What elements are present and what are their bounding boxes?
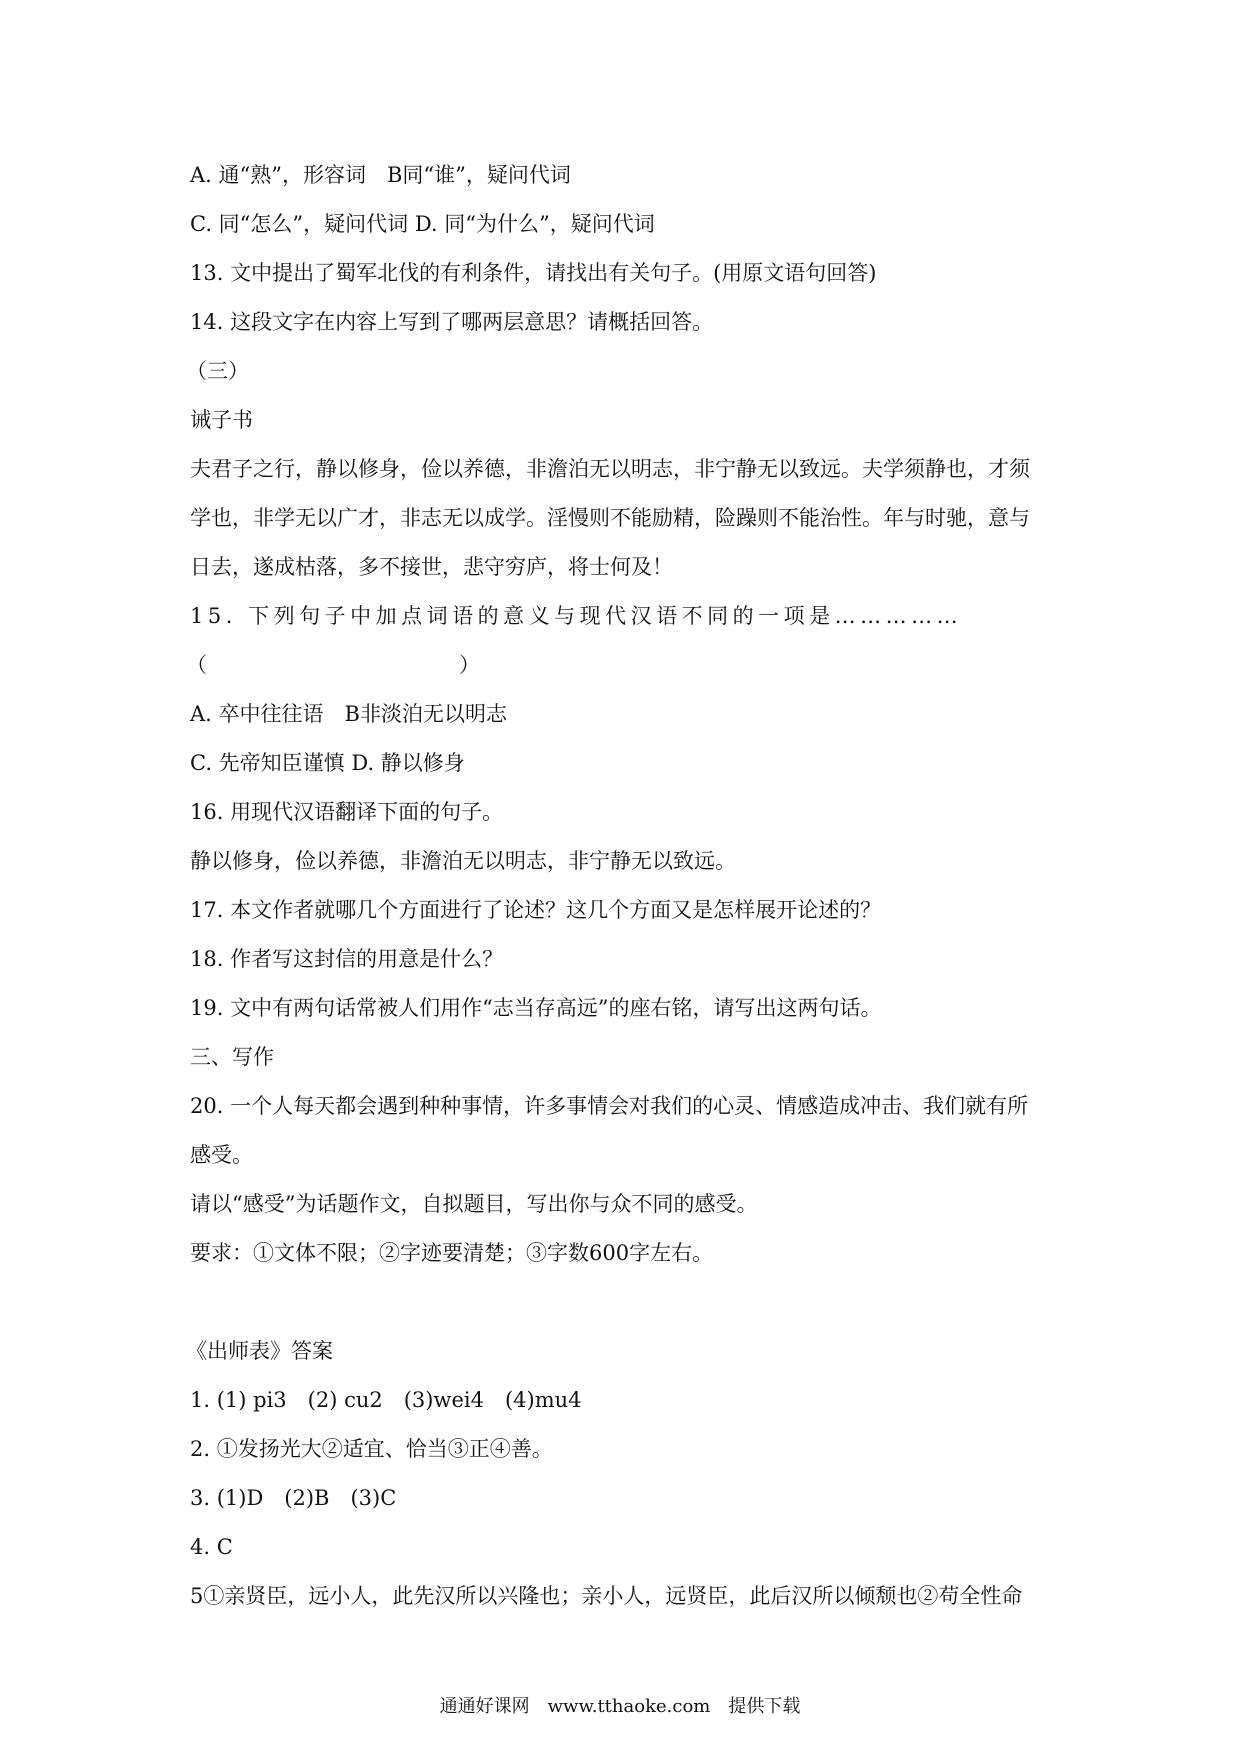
answer-1: 1. (1) pi3 (2) cu2 (3)wei4 (4)mu4: [190, 1388, 582, 1412]
question-15: 15. 下列句子中加点词语的意义与现代汉语不同的一项是……………: [190, 604, 963, 628]
text-line: A. 通“熟”，形容词 B同“谁”，疑问代词: [190, 163, 571, 187]
question-20: 20. 一个人每天都会遇到种种事情，许多事情会对我们的心灵、情感造成冲击、我们就有所: [190, 1094, 1029, 1118]
passage-title: 诫子书: [190, 408, 253, 432]
writing-requirements: 要求：①文体不限；②字迹要清楚；③字数600字左右。: [190, 1241, 714, 1265]
question-17: 17. 本文作者就哪几个方面进行了论述？这几个方面又是怎样展开论述的？: [190, 898, 882, 922]
section-heading: （三）: [186, 359, 249, 383]
option-line: A. 卒中往往语 B非淡泊无以明志: [190, 702, 507, 726]
text-line: C. 同“怎么”，疑问代词 D. 同“为什么”，疑问代词: [190, 212, 655, 236]
answer-3: 3. (1)D (2)B (3)C: [190, 1486, 397, 1510]
quote-line: 静以修身，俭以养德，非澹泊无以明志，非宁静无以致远。: [190, 849, 736, 873]
question-16: 16. 用现代汉语翻译下面的句子。: [190, 800, 504, 824]
passage-text: 夫君子之行，静以修身，俭以养德，非澹泊无以明志，非宁静无以致远。夫学须静也，才须: [190, 457, 1030, 481]
answers-heading: 《出师表》答案: [186, 1339, 333, 1363]
question-20-continued: 感受。: [190, 1143, 253, 1167]
answer-5: 5①亲贤臣，远小人，此先汉所以兴隆也；亲小人，远贤臣，此后汉所以倾颓也②苟全性命: [190, 1584, 1023, 1608]
page-footer: 通通好课网 www.tthaoke.com 提供下载: [439, 1696, 801, 1717]
answer-2: 2. ①发扬光大②适宜、恰当③正④善。: [190, 1437, 553, 1461]
passage-text: 日去，遂成枯落，多不接世，悲守穷庐，将士何及！: [190, 555, 673, 579]
answer-blank: （ ）: [186, 653, 480, 677]
passage-text: 学也，非学无以广才，非志无以成学。淫慢则不能励精，险躁则不能治性。年与时驰，意与: [190, 506, 1030, 530]
question-14: 14. 这段文字在内容上写到了哪两层意思？请概括回答。: [190, 310, 714, 334]
writing-prompt: 请以“感受”为话题作文，自拟题目，写出你与众不同的感受。: [190, 1192, 758, 1216]
option-line: C. 先帝知臣谨慎 D. 静以修身: [190, 751, 465, 775]
question-19: 19. 文中有两句话常被人们用作“志当存高远”的座右铭，请写出这两句话。: [190, 996, 882, 1020]
section-heading: 三、写作: [190, 1045, 274, 1069]
answer-4: 4. C: [190, 1535, 233, 1559]
question-18: 18. 作者写这封信的用意是什么？: [190, 947, 504, 971]
question-13: 13. 文中提出了蜀军北伐的有利条件，请找出有关句子。(用原文语句回答): [190, 261, 877, 285]
